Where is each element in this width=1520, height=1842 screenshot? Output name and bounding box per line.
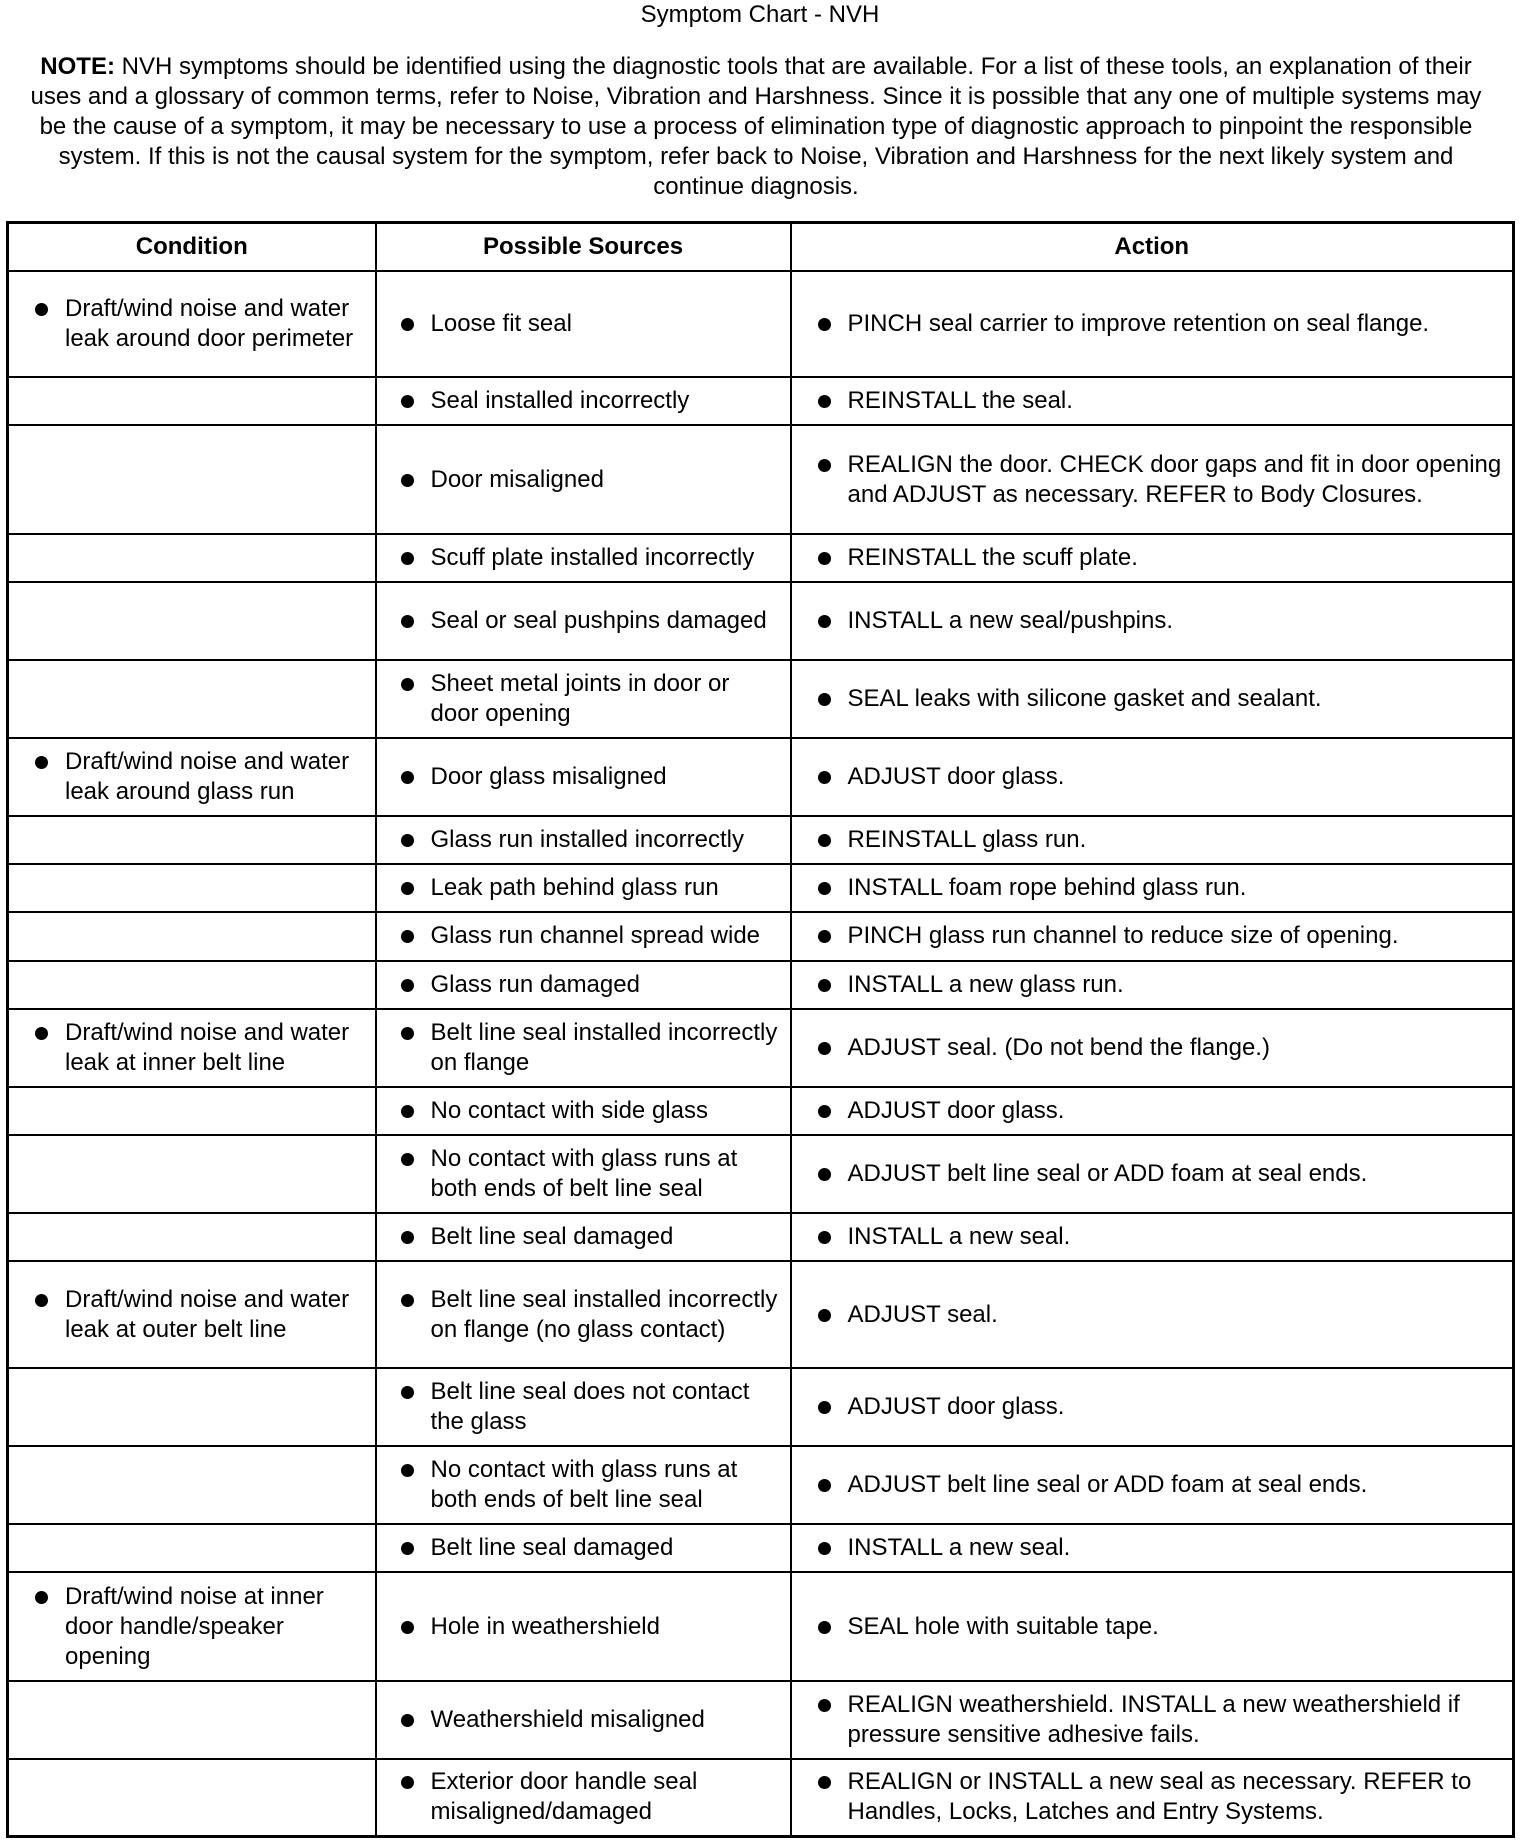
condition-cell <box>8 660 376 738</box>
action-bullet-item <box>792 386 1513 416</box>
action-text: PINCH glass run channel to reduce size of opening. <box>847 922 1399 950</box>
table-row <box>8 271 1514 377</box>
possible-source-text: Glass run damaged <box>430 970 640 998</box>
action-cell <box>791 1446 1514 1524</box>
condition-text: Draft/wind noise and water leak around door perimeter <box>65 295 354 353</box>
possible-source-cell <box>376 738 791 816</box>
action-text: REINSTALL the seal. <box>847 387 1073 415</box>
condition-cell <box>8 961 376 1009</box>
action-bullet-item <box>792 684 1513 714</box>
action-cell <box>791 912 1514 960</box>
possible-source-bullet-item <box>377 1455 790 1515</box>
action-bullet-item <box>792 450 1513 510</box>
possible-source-text: Loose fit seal <box>430 310 572 338</box>
action-bullet-item <box>792 1612 1513 1642</box>
possible-source-bullet-item <box>377 1767 790 1827</box>
action-bullet-item <box>792 970 1513 1000</box>
note-paragraph <box>14 52 1498 202</box>
bullet-icon <box>401 1464 414 1477</box>
possible-source-cell <box>376 1368 791 1446</box>
bullet-icon <box>818 1621 831 1634</box>
condition-text: Draft/wind noise and water leak around glass run <box>65 747 350 805</box>
action-bullet-item <box>792 543 1513 573</box>
possible-source-cell <box>376 912 791 960</box>
action-text: REALIGN weathershield. INSTALL a new weathershield if pressure sensitive adhesive fails. <box>847 1690 1460 1748</box>
table-row <box>8 1213 1514 1261</box>
table-row <box>8 377 1514 425</box>
possible-source-bullet-item <box>377 1018 790 1078</box>
condition-cell <box>8 738 376 816</box>
possible-source-cell <box>376 1087 791 1135</box>
action-bullet-item <box>792 762 1513 792</box>
table-row <box>8 912 1514 960</box>
table-row <box>8 1572 1514 1680</box>
action-bullet-item <box>792 606 1513 636</box>
possible-source-bullet-item <box>377 1096 790 1126</box>
action-text: INSTALL foam rope behind glass run. <box>847 874 1247 902</box>
possible-source-cell <box>376 961 791 1009</box>
bullet-icon <box>818 1168 831 1181</box>
possible-source-text: Seal installed incorrectly <box>430 387 690 415</box>
condition-cell <box>8 864 376 912</box>
possible-source-cell <box>376 271 791 377</box>
action-bullet-item <box>792 1392 1513 1422</box>
action-text: SEAL hole with suitable tape. <box>847 1612 1159 1640</box>
possible-source-text: Weathershield misaligned <box>430 1705 705 1733</box>
possible-source-cell <box>376 1681 791 1759</box>
possible-source-cell <box>376 1213 791 1261</box>
bullet-icon <box>401 615 414 628</box>
condition-cell <box>8 1368 376 1446</box>
condition-bullet-item <box>9 747 375 807</box>
action-cell <box>791 1087 1514 1135</box>
bullet-icon <box>35 1294 48 1307</box>
action-bullet-item <box>792 1690 1513 1750</box>
condition-cell <box>8 816 376 864</box>
condition-cell <box>8 534 376 582</box>
possible-source-cell <box>376 425 791 533</box>
action-cell <box>791 816 1514 864</box>
bullet-icon <box>818 1231 831 1244</box>
possible-source-bullet-item <box>377 1533 790 1563</box>
action-text: ADJUST seal. (Do not bend the flange.) <box>847 1033 1270 1061</box>
condition-text: Draft/wind noise at inner door handle/speaker opening <box>65 1582 324 1670</box>
bullet-icon <box>401 1231 414 1244</box>
action-text: INSTALL a new glass run. <box>847 970 1124 998</box>
table-row <box>8 660 1514 738</box>
bullet-icon <box>818 693 831 706</box>
action-text: INSTALL a new seal. <box>847 1534 1071 1562</box>
action-bullet-item <box>792 309 1513 339</box>
action-cell <box>791 534 1514 582</box>
bullet-icon <box>401 834 414 847</box>
action-bullet-item <box>792 921 1513 951</box>
bullet-icon <box>401 1386 414 1399</box>
action-text: SEAL leaks with silicone gasket and sealant. <box>847 684 1322 712</box>
possible-source-bullet-item <box>377 1285 790 1345</box>
action-text: REINSTALL the scuff plate. <box>847 544 1138 572</box>
table-body <box>8 271 1514 1837</box>
possible-source-bullet-item <box>377 873 790 903</box>
action-bullet-item <box>792 1533 1513 1563</box>
bullet-icon <box>401 1027 414 1040</box>
condition-text: Draft/wind noise and water leak at inner belt line <box>65 1018 350 1076</box>
bullet-icon <box>401 1542 414 1555</box>
possible-source-cell <box>376 1524 791 1572</box>
action-cell <box>791 1135 1514 1213</box>
table-row <box>8 961 1514 1009</box>
action-bullet-item <box>792 1767 1513 1827</box>
action-text: ADJUST belt line seal or ADD foam at seal ends. <box>847 1159 1368 1187</box>
possible-source-bullet-item <box>377 543 790 573</box>
possible-source-text: Glass run installed incorrectly <box>430 825 744 853</box>
possible-source-bullet-item <box>377 1377 790 1437</box>
possible-source-cell <box>376 864 791 912</box>
possible-source-text: No contact with side glass <box>430 1096 708 1124</box>
condition-text: Draft/wind noise and water leak at outer belt line <box>65 1285 350 1343</box>
action-bullet-item <box>792 1159 1513 1189</box>
condition-cell <box>8 271 376 377</box>
action-text: PINCH seal carrier to improve retention on seal flange. <box>847 310 1430 338</box>
table-row <box>8 1524 1514 1572</box>
condition-cell <box>8 582 376 660</box>
action-text: INSTALL a new seal. <box>847 1222 1071 1250</box>
action-bullet-item <box>792 1470 1513 1500</box>
action-text: ADJUST door glass. <box>847 1393 1065 1421</box>
bullet-icon <box>35 1591 48 1604</box>
possible-source-bullet-item <box>377 386 790 416</box>
action-text: REALIGN or INSTALL a new seal as necessary. REFER to Handles, Locks, Latches and Entry Systems. <box>847 1768 1472 1826</box>
bullet-icon <box>818 771 831 784</box>
possible-source-cell <box>376 660 791 738</box>
action-cell <box>791 271 1514 377</box>
table-row <box>8 425 1514 533</box>
bullet-icon <box>818 1309 831 1322</box>
bullet-icon <box>818 615 831 628</box>
condition-cell <box>8 377 376 425</box>
table-row <box>8 1759 1514 1837</box>
table-row <box>8 1261 1514 1368</box>
action-cell <box>791 582 1514 660</box>
table-row <box>8 1135 1514 1213</box>
condition-cell <box>8 1524 376 1572</box>
bullet-icon <box>818 1776 831 1789</box>
possible-source-bullet-item <box>377 1705 790 1735</box>
condition-cell <box>8 1213 376 1261</box>
table-row <box>8 738 1514 816</box>
bullet-icon <box>818 930 831 943</box>
note-text: NVH symptoms should be identified using the diagnostic tools that are available. For a list of these tools, an explanation of their uses and a glossary of common terms, refer to Noise, Vibration and Harshness. Since it is possible that any one of multiple systems may be the cause of a symptom, it may be necessary to use a process of elimination type of diagnostic approach to pinpoint the responsible system. If this is not the causal system for the symptom, refer back to Noise, Vibration and Harshness for the next likely system and continue diagnosis. <box>30 53 1482 200</box>
table-row <box>8 582 1514 660</box>
possible-source-text: Belt line seal installed incorrectly on flange (no glass contact) <box>430 1285 778 1343</box>
possible-source-cell <box>376 1572 791 1680</box>
condition-cell <box>8 1009 376 1087</box>
possible-source-bullet-item <box>377 921 790 951</box>
condition-cell <box>8 1261 376 1368</box>
possible-source-text: Belt line seal damaged <box>430 1222 674 1250</box>
bullet-icon <box>818 1105 831 1118</box>
action-cell <box>791 1524 1514 1572</box>
condition-cell <box>8 1135 376 1213</box>
bullet-icon <box>401 1105 414 1118</box>
possible-source-text: No contact with glass runs at both ends of belt line seal <box>430 1144 738 1202</box>
condition-cell <box>8 1087 376 1135</box>
bullet-icon <box>818 395 831 408</box>
possible-source-bullet-item <box>377 762 790 792</box>
bullet-icon <box>818 459 831 472</box>
bullet-icon <box>818 882 831 895</box>
action-cell <box>791 1759 1514 1837</box>
condition-cell <box>8 912 376 960</box>
action-cell <box>791 1368 1514 1446</box>
condition-cell <box>8 1572 376 1680</box>
condition-bullet-item <box>9 1018 375 1078</box>
bullet-icon <box>401 1294 414 1307</box>
bullet-icon <box>818 1542 831 1555</box>
possible-source-bullet-item <box>377 465 790 495</box>
action-cell <box>791 1009 1514 1087</box>
condition-cell <box>8 425 376 533</box>
bullet-icon <box>35 1027 48 1040</box>
action-cell <box>791 864 1514 912</box>
bullet-icon <box>401 678 414 691</box>
bullet-icon <box>401 552 414 565</box>
table-row <box>8 1446 1514 1524</box>
header-action: Action <box>791 223 1514 272</box>
possible-source-bullet-item <box>377 970 790 1000</box>
bullet-icon <box>401 318 414 331</box>
possible-source-text: Hole in weathershield <box>430 1612 660 1640</box>
bullet-icon <box>401 930 414 943</box>
bullet-icon <box>401 1621 414 1634</box>
possible-source-text: Door misaligned <box>430 465 604 493</box>
possible-source-text: Door glass misaligned <box>430 762 667 790</box>
possible-source-text: Scuff plate installed incorrectly <box>430 544 755 572</box>
bullet-icon <box>818 1042 831 1055</box>
action-bullet-item <box>792 1033 1513 1063</box>
possible-source-text: Belt line seal damaged <box>430 1534 674 1562</box>
action-cell <box>791 961 1514 1009</box>
table-row <box>8 1681 1514 1759</box>
bullet-icon <box>818 1699 831 1712</box>
action-cell <box>791 1681 1514 1759</box>
bullet-icon <box>818 834 831 847</box>
table-row <box>8 816 1514 864</box>
possible-source-text: No contact with glass runs at both ends of belt line seal <box>430 1456 738 1514</box>
condition-bullet-item <box>9 1285 375 1345</box>
possible-source-bullet-item <box>377 309 790 339</box>
condition-cell <box>8 1759 376 1837</box>
bullet-icon <box>401 979 414 992</box>
possible-source-text: Exterior door handle seal misaligned/damaged <box>430 1768 698 1826</box>
possible-source-text: Glass run channel spread wide <box>430 922 761 950</box>
possible-source-cell <box>376 1009 791 1087</box>
table-row <box>8 1087 1514 1135</box>
action-cell <box>791 1572 1514 1680</box>
table-header-row <box>8 223 1514 272</box>
action-text: REINSTALL glass run. <box>847 825 1087 853</box>
action-bullet-item <box>792 1222 1513 1252</box>
condition-cell <box>8 1446 376 1524</box>
possible-source-cell <box>376 377 791 425</box>
header-possible-sources: Possible Sources <box>376 223 791 272</box>
action-cell <box>791 738 1514 816</box>
table-row <box>8 1368 1514 1446</box>
possible-source-bullet-item <box>377 1222 790 1252</box>
action-text: ADJUST door glass. <box>847 762 1065 790</box>
bullet-icon <box>401 395 414 408</box>
action-cell <box>791 425 1514 533</box>
action-bullet-item <box>792 1096 1513 1126</box>
bullet-icon <box>401 882 414 895</box>
note-label: NOTE: <box>40 53 115 80</box>
possible-source-bullet-item <box>377 1144 790 1204</box>
possible-source-bullet-item <box>377 825 790 855</box>
action-text: ADJUST belt line seal or ADD foam at seal ends. <box>847 1471 1368 1499</box>
bullet-icon <box>818 1401 831 1414</box>
possible-source-cell <box>376 816 791 864</box>
action-bullet-item <box>792 825 1513 855</box>
table-row <box>8 534 1514 582</box>
possible-source-text: Seal or seal pushpins damaged <box>430 607 767 635</box>
possible-source-bullet-item <box>377 606 790 636</box>
symptom-chart-table <box>6 221 1515 1838</box>
possible-source-cell <box>376 1135 791 1213</box>
action-cell <box>791 1261 1514 1368</box>
action-text: ADJUST door glass. <box>847 1096 1065 1124</box>
action-cell <box>791 660 1514 738</box>
possible-source-bullet-item <box>377 1612 790 1642</box>
condition-cell <box>8 1681 376 1759</box>
action-bullet-item <box>792 1300 1513 1330</box>
possible-source-text: Belt line seal does not contact the glass <box>430 1378 750 1436</box>
possible-source-text: Leak path behind glass run <box>430 874 719 902</box>
action-bullet-item <box>792 873 1513 903</box>
action-cell <box>791 377 1514 425</box>
action-text: ADJUST seal. <box>847 1300 998 1328</box>
bullet-icon <box>35 303 48 316</box>
table-row <box>8 1009 1514 1087</box>
action-text: INSTALL a new seal/pushpins. <box>847 607 1174 635</box>
table-row <box>8 864 1514 912</box>
possible-source-text: Sheet metal joints in door or door opening <box>430 669 730 727</box>
bullet-icon <box>401 474 414 487</box>
bullet-icon <box>818 552 831 565</box>
possible-source-text: Belt line seal installed incorrectly on flange <box>430 1018 778 1076</box>
condition-bullet-item <box>9 1582 375 1672</box>
page-title: Symptom Chart - NVH <box>640 1 880 28</box>
condition-bullet-item <box>9 294 375 354</box>
action-cell <box>791 1213 1514 1261</box>
bullet-icon <box>818 318 831 331</box>
possible-source-bullet-item <box>377 669 790 729</box>
bullet-icon <box>818 1479 831 1492</box>
action-text: REALIGN the door. CHECK door gaps and fit in door opening and ADJUST as necessary. REFER to Body Closures. <box>847 450 1502 508</box>
header-condition: Condition <box>8 223 376 272</box>
bullet-icon <box>35 756 48 769</box>
possible-source-cell <box>376 534 791 582</box>
bullet-icon <box>401 1714 414 1727</box>
possible-source-cell <box>376 1759 791 1837</box>
possible-source-cell <box>376 582 791 660</box>
possible-source-cell <box>376 1261 791 1368</box>
bullet-icon <box>401 771 414 784</box>
bullet-icon <box>401 1153 414 1166</box>
bullet-icon <box>818 979 831 992</box>
bullet-icon <box>401 1776 414 1789</box>
possible-source-cell <box>376 1446 791 1524</box>
